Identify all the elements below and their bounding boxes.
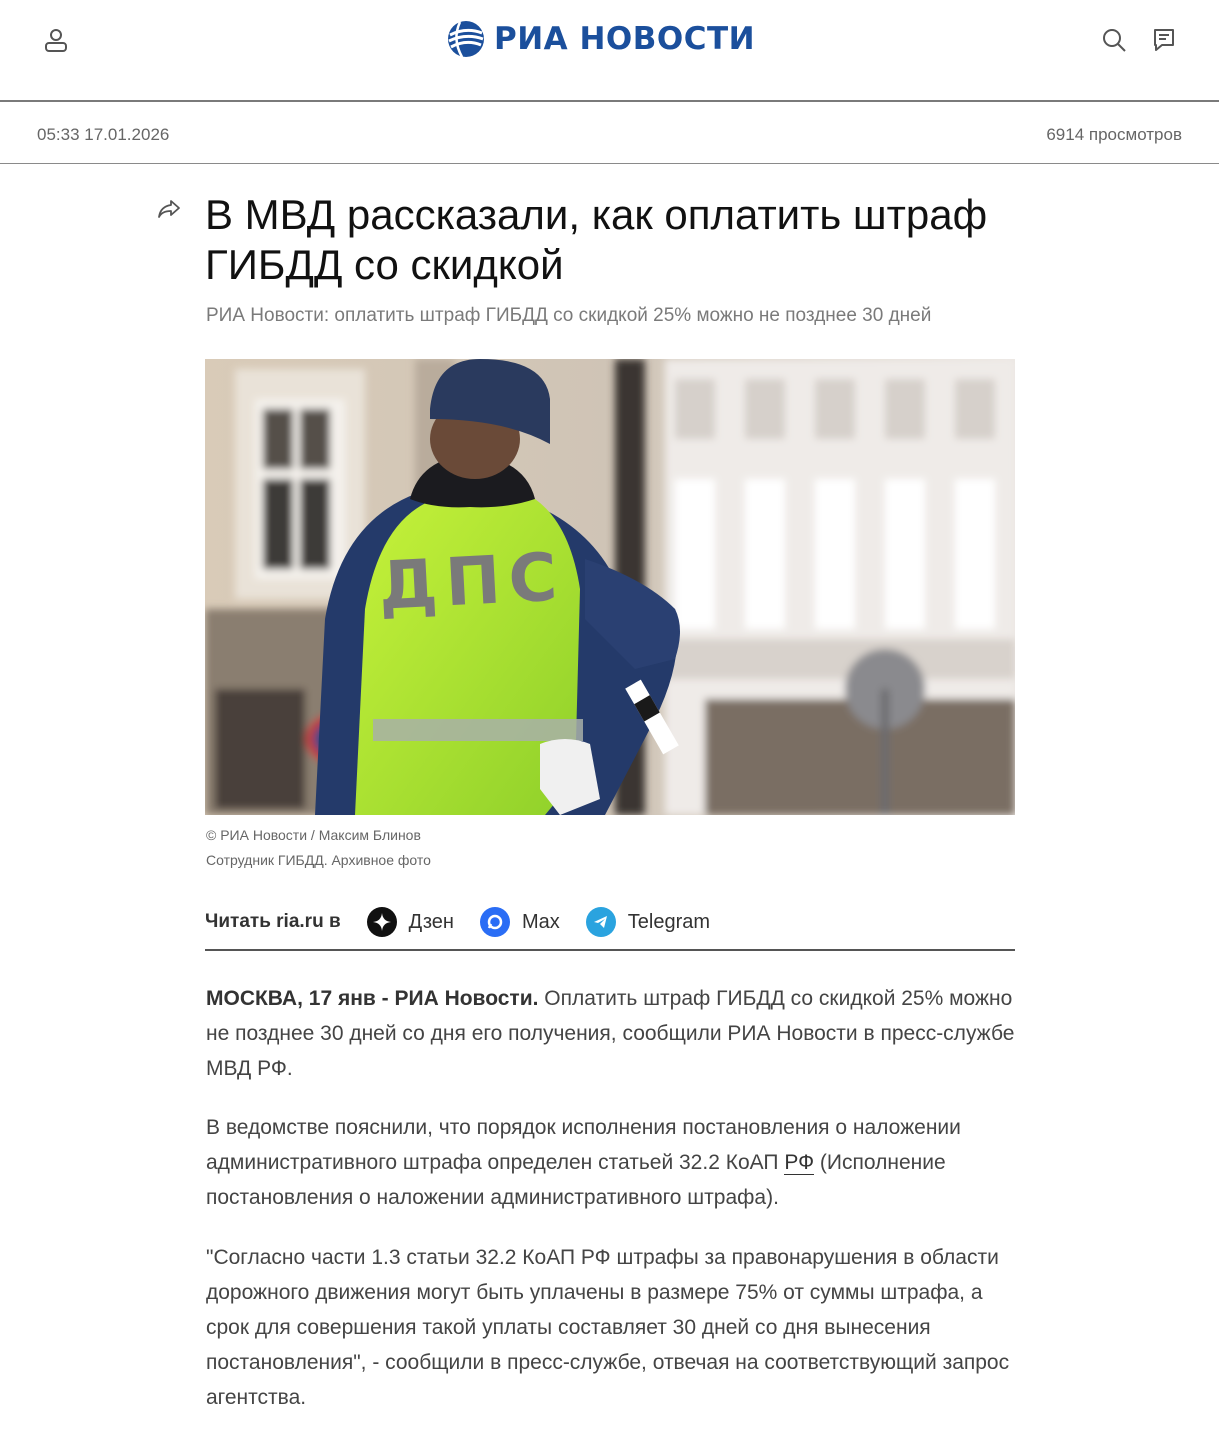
paragraph-text: (Исполнение постановления о наложении административного штрафа). xyxy=(206,1151,946,1209)
dateline: МОСКВА, 17 янв - РИА Новости. xyxy=(206,987,539,1010)
photo-credit: © РИА Новости / Максим Блинов xyxy=(206,827,421,843)
dzen-icon xyxy=(367,907,397,937)
comments-button[interactable] xyxy=(1148,24,1180,56)
vest-text: ДПС xyxy=(376,538,567,625)
article-paragraph-1 xyxy=(206,981,1016,1086)
search-icon xyxy=(1101,27,1127,53)
photo-caption: Сотрудник ГИБДД. Архивное фото xyxy=(206,852,431,868)
channel-dzen[interactable] xyxy=(367,907,454,937)
article-title: В МВД рассказали, как оплатить штраф ГИБДД со скидкой xyxy=(205,191,988,288)
article-subtitle: РИА Новости: оплатить штраф ГИБДД со скидкой 25% можно не позднее 30 дней xyxy=(206,305,932,326)
article-paragraph-2 xyxy=(206,1110,1016,1215)
search-button[interactable] xyxy=(1098,24,1130,56)
publish-datetime: 05:33 17.01.2026 xyxy=(37,125,170,144)
share-button[interactable] xyxy=(156,198,182,220)
read-in-label: Читать ria.ru в xyxy=(205,911,341,932)
article-meta-bar xyxy=(0,104,1219,164)
user-icon xyxy=(43,27,69,53)
user-account-button[interactable] xyxy=(40,24,72,56)
rf-link[interactable]: РФ xyxy=(784,1151,815,1174)
article-photo xyxy=(205,359,1015,815)
site-header xyxy=(0,0,1219,102)
channel-label: Max xyxy=(521,910,560,933)
channel-telegram[interactable] xyxy=(586,907,710,937)
read-in-channels-bar xyxy=(205,905,1015,951)
paragraph-text: В ведомстве пояснили, что порядок исполнения постановления о наложении административного штрафа определен статьей 32.2 КоАП xyxy=(206,1116,961,1174)
channel-label: Telegram xyxy=(627,910,711,933)
ria-logo[interactable] xyxy=(446,18,755,60)
article-paragraph-3: "Согласно части 1.3 статьи 32.2 КоАП РФ штрафы за правонарушения в области дорожного движения могут быть уплачены в размере 75% от суммы штрафа, а срок для совершения такой уплаты составляет 30 дней со дня вынесения постановления", - сообщили в пресс-службе, отвечая на соответствующий запрос агентства. xyxy=(206,1246,1010,1409)
logo-text: РИА НОВОСТИ xyxy=(494,21,756,57)
comment-icon xyxy=(1152,27,1176,53)
channel-max[interactable] xyxy=(480,907,560,937)
views-count: 6914 просмотров xyxy=(1046,125,1182,144)
paragraph-text: Оплатить штраф ГИБДД со скидкой 25% можно не позднее 30 дней со дня его получения, сообщили РИА Новости в пресс-службе МВД РФ. xyxy=(206,987,1015,1080)
ria-globe-icon xyxy=(446,19,486,59)
max-icon xyxy=(480,907,510,937)
telegram-icon xyxy=(586,907,616,937)
share-icon xyxy=(157,199,181,219)
channel-label: Дзен xyxy=(408,910,454,933)
